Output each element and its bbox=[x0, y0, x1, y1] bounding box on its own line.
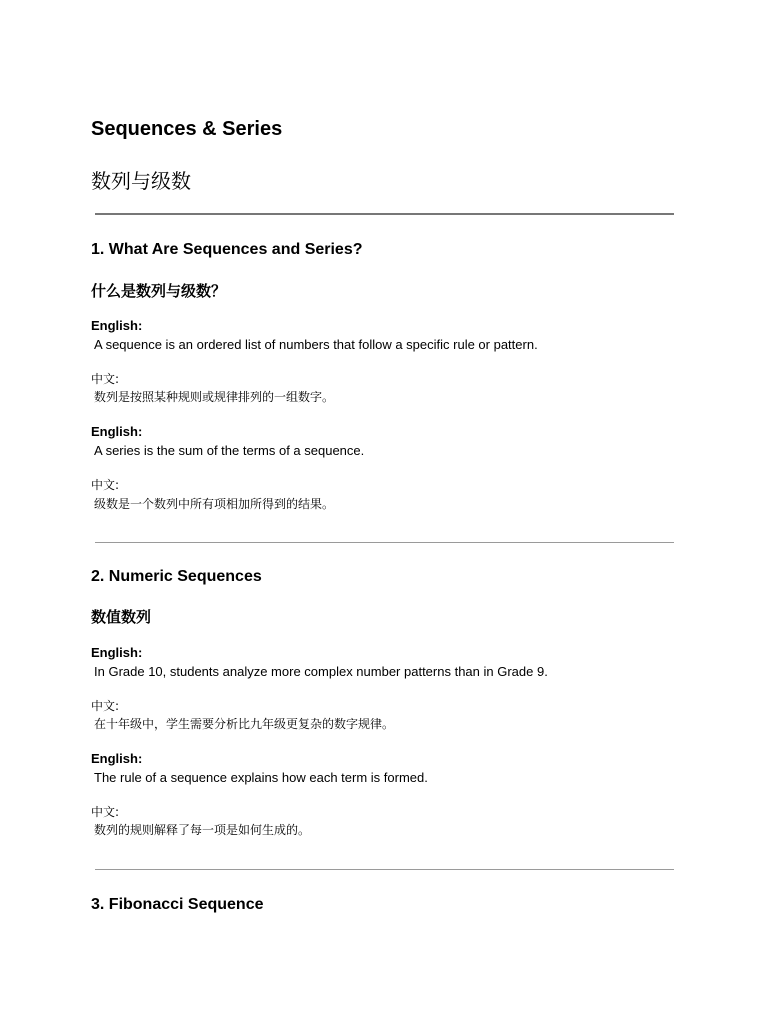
section-3-heading: 3. Fibonacci Sequence bbox=[91, 896, 264, 913]
section-2-block-2-label: 中文: bbox=[91, 699, 120, 713]
section-2-block-1-text: In Grade 10, students analyze more complex number patterns than in Grade 9. bbox=[94, 664, 548, 679]
section-1-block-3-label: English: bbox=[91, 424, 143, 439]
section-1-block-2-label: 中文: bbox=[91, 372, 120, 386]
section-2-block-3-label: English: bbox=[91, 751, 143, 766]
section-1-block-4-text: 级数是一个数列中所有项相加所得到的结果。 bbox=[94, 497, 335, 511]
section-1-heading-chinese: 什么是数列与级数？ bbox=[91, 282, 227, 300]
document-title-chinese: 数列与级数 bbox=[91, 169, 191, 193]
section-2-block-2-text: 在十年级中，学生需要分析比九年级更复杂的数字规律。 bbox=[94, 717, 395, 731]
section-2-heading: 2. Numeric Sequences bbox=[91, 568, 262, 585]
section-1-block-1-label: English: bbox=[91, 318, 143, 333]
section-1-block-2-text: 数列是按照某种规则或规律排列的一组数字。 bbox=[94, 390, 335, 404]
section-1-heading: 1. What Are Sequences and Series? bbox=[91, 241, 363, 258]
section-2-heading-chinese: 数值数列 bbox=[91, 608, 152, 626]
section-1-block-1-text: A sequence is an ordered list of numbers that follow a specific rule or pattern. bbox=[94, 337, 538, 352]
section-2-block-4-text: 数列的规则解释了每一项是如何生成的。 bbox=[94, 823, 311, 837]
section-2-block-3-text: The rule of a sequence explains how each term is formed. bbox=[94, 770, 428, 785]
section-1-block-4-label: 中文: bbox=[91, 478, 120, 492]
document-title-english: Sequences & Series bbox=[91, 118, 283, 140]
section-1-divider bbox=[95, 542, 674, 543]
section-2-divider bbox=[95, 869, 674, 870]
section-1-block-3-text: A series is the sum of the terms of a sequence. bbox=[94, 443, 365, 458]
title-divider bbox=[95, 213, 674, 215]
section-2-block-4-label: 中文: bbox=[91, 805, 120, 819]
section-2-block-1-label: English: bbox=[91, 645, 143, 660]
